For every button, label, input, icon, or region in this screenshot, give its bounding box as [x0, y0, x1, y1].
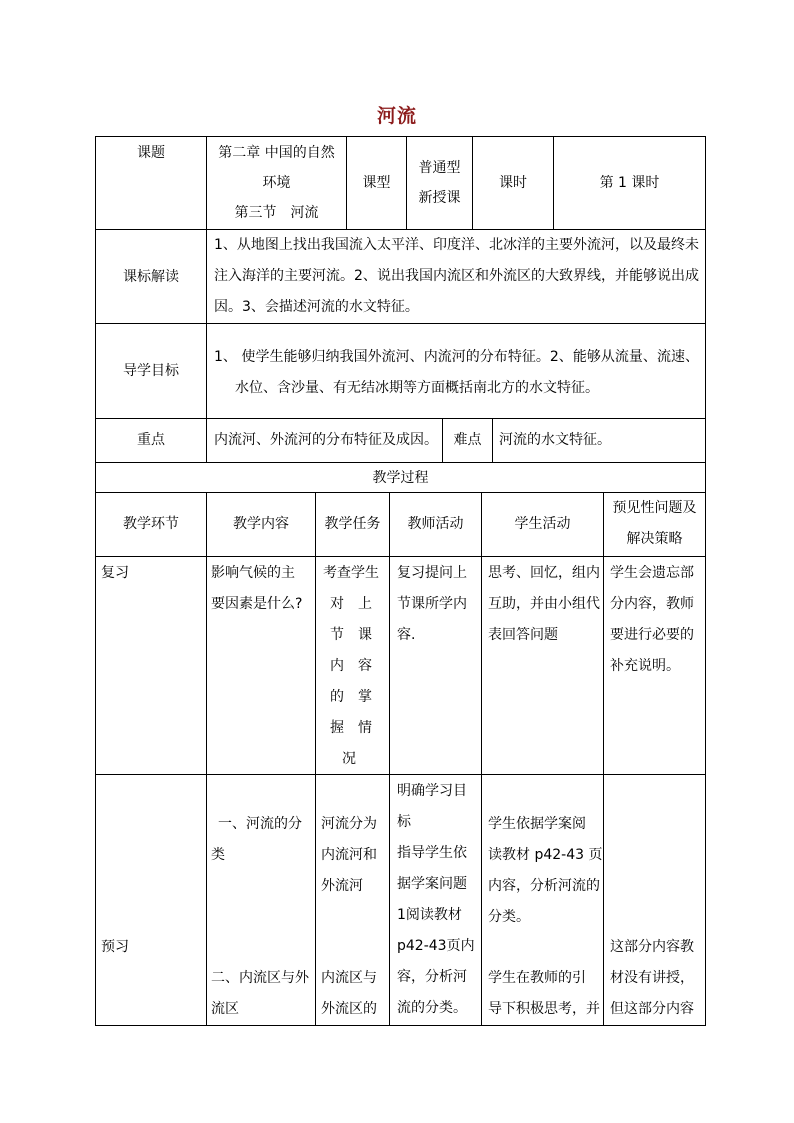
preview-strategy-line: 但这部分内容 [610, 1001, 694, 1017]
preview-teacher-line: 标 [397, 814, 411, 830]
preview-teacher-line: 指导学生依 [397, 845, 467, 861]
type-line: 新授课 [418, 190, 461, 206]
goal-line: 1、 使学生能够归纳我国外流河、内流河的分布特征。2、能够从流量、流速、 [214, 349, 699, 365]
key-label: 重点 [137, 432, 165, 448]
preview-teacher-line: 容，分析河 [397, 969, 467, 985]
review-stage: 复习 [101, 565, 129, 581]
period-value: 第 1 课时 [599, 175, 660, 191]
table-rule [705, 136, 706, 1026]
goal-label: 导学目标 [123, 363, 179, 379]
table-rule [481, 492, 482, 1026]
preview-student-line: 分类。 [488, 909, 530, 925]
preview-task-line: 内流河和 [321, 847, 377, 863]
review-task-line: 内 容 [330, 658, 372, 674]
table-rule [206, 229, 207, 462]
preview-content-line: 二、内流区与外 [211, 970, 309, 986]
difficult-value: 河流的水文特征。 [499, 432, 611, 448]
table-rule [95, 556, 706, 557]
review-strategy-line: 学生会遗忘部 [610, 565, 694, 581]
column-header: 解决策略 [626, 531, 683, 547]
preview-teacher-line: 明确学习目 [397, 783, 467, 799]
lesson-plan-table [95, 136, 706, 1026]
table-rule [95, 323, 706, 324]
column-header: 教学内容 [233, 516, 289, 532]
topic-line: 第二章 中国的自然 [218, 145, 335, 161]
review-content-line: 影响气候的主 [211, 565, 295, 581]
standard-label: 课标解读 [123, 269, 179, 285]
preview-content-line: 一、河流的分 [218, 816, 302, 832]
preview-stage: 预习 [101, 939, 129, 955]
column-header: 教学环节 [123, 516, 179, 532]
table-rule [492, 418, 493, 462]
preview-student-line: 内容，分析河流的 [488, 878, 600, 894]
table-rule [95, 774, 706, 775]
goal-line: 水位、含沙量、有无结冰期等方面概括南北方的水文特征。 [235, 380, 599, 396]
preview-teacher-line: 据学案问题 [397, 876, 467, 892]
column-header: 学生活动 [514, 516, 571, 532]
review-task-line: 握 情 [330, 720, 372, 736]
table-rule [389, 492, 390, 1026]
column-header: 教师活动 [407, 516, 464, 532]
preview-content-line: 类 [211, 847, 225, 863]
table-rule [603, 492, 604, 1026]
standard-line: 注入海洋的主要河流。2、说出我国内流区和外流区的大致界线，并能够说出成 [214, 268, 699, 284]
table-rule [206, 492, 207, 1026]
review-strategy-line: 分内容，教师 [610, 596, 694, 612]
preview-content-line: 流区 [211, 1001, 239, 1017]
table-rule [315, 492, 316, 1026]
review-task-line: 况 [342, 751, 356, 767]
review-strategy-line: 补充说明。 [610, 658, 680, 674]
preview-teacher-line: 1阅读教材 [397, 907, 462, 923]
table-rule [95, 1025, 706, 1026]
preview-task-line: 外流区的 [321, 1001, 377, 1017]
column-header: 预见性问题及 [612, 500, 697, 516]
topic-line: 环境 [262, 175, 291, 191]
review-task-line: 考查学生 [323, 565, 379, 581]
preview-task-line: 河流分为 [321, 816, 377, 832]
topic-label: 课题 [137, 145, 165, 161]
review-teacher-line: 复习提问上 [397, 565, 467, 581]
preview-strategy-line: 材没有讲授， [610, 970, 694, 986]
page-title: 河流 [376, 105, 417, 127]
table-rule [95, 418, 706, 419]
review-task-line: 对 上 [330, 596, 372, 612]
column-header: 教学任务 [324, 516, 381, 532]
preview-teacher-line: p42-43页内 [397, 938, 475, 954]
review-task-line: 的 掌 [330, 689, 372, 705]
difficult-label: 难点 [453, 432, 482, 448]
review-teacher-line: 容. [397, 627, 416, 643]
preview-task-line: 外流河 [321, 878, 363, 894]
review-student-line: 表回答问题 [488, 627, 558, 643]
preview-student-line: 导下积极思考，并 [488, 1001, 600, 1017]
review-task-line: 节 课 [330, 627, 372, 643]
type-line: 普通型 [418, 160, 461, 176]
preview-teacher-line: 流的分类。 [397, 1000, 467, 1016]
review-strategy-line: 要进行必要的 [610, 627, 694, 643]
review-student-line: 互助，并由小组代 [488, 596, 600, 612]
process-header: 教学过程 [372, 470, 429, 486]
key-value: 内流河、外流河的分布特征及成因。 [214, 432, 438, 448]
review-student-line: 思考、回忆，组内 [488, 565, 600, 581]
preview-student-line: 学生在教师的引 [488, 970, 586, 986]
preview-student-line: 读教材 p42-43 页 [488, 847, 603, 863]
type-label: 课型 [362, 175, 391, 191]
preview-task-line: 内流区与 [321, 970, 377, 986]
review-content-line: 要因素是什么? [211, 596, 303, 612]
preview-student-line: 学生依据学案阅 [488, 816, 586, 832]
period-label: 课时 [499, 175, 527, 191]
review-teacher-line: 节课所学内 [397, 596, 467, 612]
preview-strategy-line: 这部分内容教 [610, 939, 694, 955]
standard-line: 1、从地图上找出我国流入太平洋、印度洋、北冰洋的主要外流河，以及最终未 [214, 237, 699, 253]
table-rule [95, 136, 706, 137]
topic-line: 第三节 河流 [234, 205, 319, 221]
standard-line: 因。3、会描述河流的水文特征。 [214, 299, 419, 315]
